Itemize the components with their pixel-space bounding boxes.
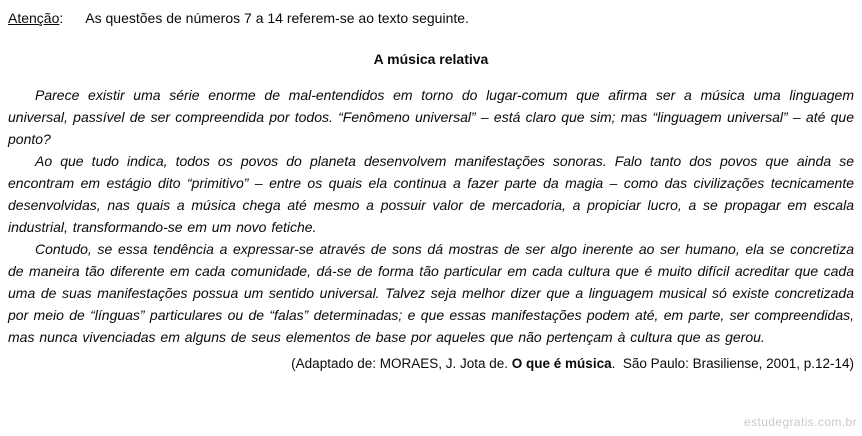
attention-text: As questões de números 7 a 14 referem-se ao texto seguinte. <box>85 10 469 26</box>
attention-colon: : <box>59 10 64 26</box>
citation-suffix: . São Paulo: Brasiliense, 2001, p.12-14) <box>611 356 854 371</box>
citation-work-title: O que é música <box>511 356 612 371</box>
paragraph-2: Ao que tudo indica, todos os povos do planeta desenvolvem manifestações sonoras. Falo tanto dos povos que ainda se encontram em estágio dito “primitivo” – entre os quais ela continua a fazer parte da magia – como das civilizações tecnicamente desenvolvidas, nas quais a música chega até mesmo a possuir valor de mercadoria, a propiciar lucro, a se propagar em escala industrial, transformando-se em um novo fetiche. <box>8 153 854 235</box>
article-title: A música relativa <box>373 51 489 67</box>
paragraph-3: Contudo, se essa tendência a expressar-se através de sons dá mostras de ser algo inerente ao ser humano, ela se concretiza de maneira tão diferente em cada comunidade, dá-se de forma tão particular em cada cultura que é muito difícil acreditar que cada uma de suas manifestações possua um sentido universal. Talvez seja melhor dizer que a linguagem musical só existe concretizada por meio de “línguas” particulares ou de “falas” determinadas; e que essas manifestações podem até, em parte, ser compreendidas, mas nunca vivenciadas em alguns de seus elementos de base por aqueles que não pertençam à cultura que as gerou. <box>8 241 854 345</box>
paragraph-1: Parece existir uma série enorme de mal-entendidos em torno do lugar-comum que afirma ser a música uma linguagem universal, passível de ser compreendida por todos. “Fenômeno universal” – está claro que sim; mas “linguagem universal” – até que ponto? <box>8 87 854 147</box>
attention-row <box>8 10 854 27</box>
article-body <box>8 84 854 348</box>
watermark: estudegratis.com.br <box>744 415 857 429</box>
attention-label: Atenção <box>8 10 60 26</box>
citation <box>8 354 854 374</box>
citation-prefix: (Adaptado de: MORAES, J. Jota de. <box>291 356 512 371</box>
